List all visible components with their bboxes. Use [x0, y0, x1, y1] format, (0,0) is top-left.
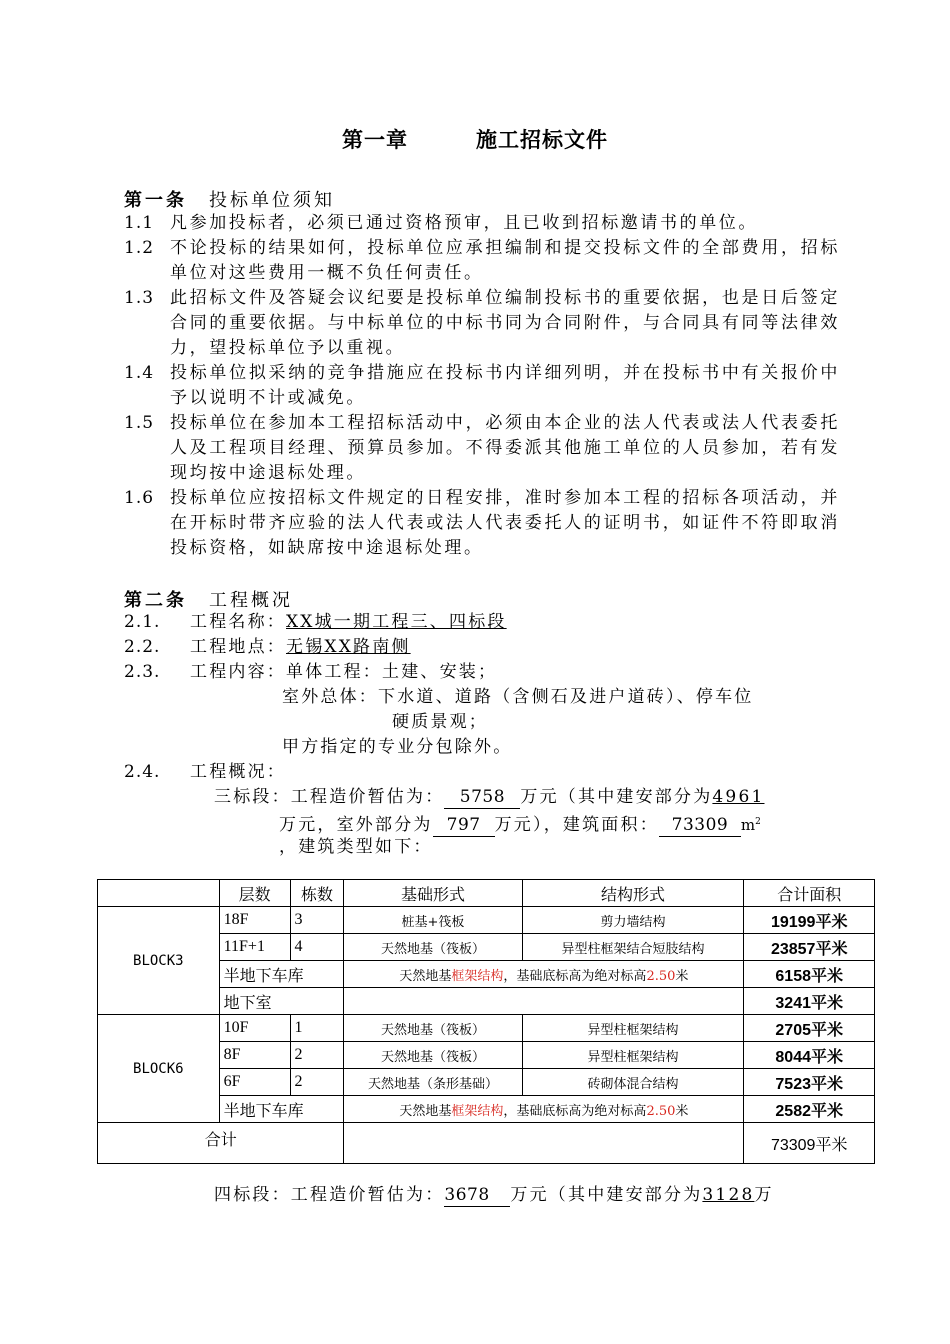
lot3-area: 73309 — [659, 814, 741, 837]
project-name-value: XX城一期工程三、四标段 — [286, 612, 507, 632]
table-cell-count: 4 — [290, 934, 344, 961]
block6-label: BLOCK6 — [98, 1015, 220, 1123]
project-content-landscape: 硬质景观； — [392, 712, 488, 732]
clause-1-4: 1.4 投标单位拟采纳的竞争措施应在投标书内详细列明，并在投标书中有关报价中予以说明不计或减免。 — [124, 363, 840, 408]
table-cell-foundation-note: 天然地基框架结构，基础底标高为绝对标高2.50米 — [344, 961, 744, 988]
clause-1-5: 1.5 投标单位在参加本工程招标活动中，必须由本企业的法人代表或法人代表委托人及工程项目经理、预算员参加。不得委派其他施工单位的人员参加，若有发现均按中途退标处理。 — [124, 413, 840, 483]
lot3-cost-line: 三标段：工程造价暂估为： 5758 万元（其中建安部分为4961 — [214, 787, 765, 807]
table-cell-foundation-note: 天然地基框架结构，基础底标高为绝对标高2.50米 — [344, 1096, 744, 1123]
table-cell-area: 7523平米 — [744, 1069, 875, 1096]
table-header-count: 栋数 — [290, 880, 344, 907]
table-cell-area: 8044平米 — [744, 1042, 875, 1069]
table-cell-foundation: 天然地基（筏板） — [344, 1015, 522, 1042]
table-cell-structure: 剪力墙结构 — [522, 907, 744, 934]
project-site-value: 无锡XX路南侧 — [286, 637, 411, 657]
table-cell-foundation: 天然地基（筏板） — [344, 934, 522, 961]
lot4-cost: 3678 — [444, 1184, 510, 1207]
clause-1-1: 1.1 凡参加投标者，必须已通过资格预审，且已收到招标邀请书的单位。 — [124, 213, 758, 233]
total-area: 73309平米 — [744, 1123, 875, 1164]
table-cell-floors: 半地下车库 — [219, 1096, 344, 1123]
lot3-type-line: ，建筑类型如下： — [279, 837, 433, 857]
clause-1-3: 1.3 此招标文件及答疑会议纪要是投标单位编制投标书的重要依据，也是日后签定合同的重要依据。与中标单位的中标书同为合同附件，与合同具有同等法律效力，望投标单位予以重视。 — [124, 288, 840, 358]
table-cell-floors: 18F — [219, 907, 290, 934]
building-table — [97, 879, 875, 1164]
project-content-outdoor: 室外总体：下水道、道路（含侧石及进户道砖）、停车位 — [282, 687, 754, 707]
lot4-install: 3128 — [702, 1185, 755, 1205]
table-cell-empty — [344, 1123, 744, 1164]
lot3-install: 4961 — [712, 787, 765, 807]
project-content-exclusion: 甲方指定的专业分包除外。 — [282, 737, 513, 757]
table-cell-count: 2 — [290, 1042, 344, 1069]
table-total-row — [98, 1123, 875, 1164]
chapter-title — [0, 124, 950, 154]
table-cell-count: 3 — [290, 907, 344, 934]
table-cell-floors: 11F+1 — [219, 934, 290, 961]
table-header-foundation: 基础形式 — [344, 880, 522, 907]
table-cell-structure: 砖砌体混合结构 — [522, 1069, 744, 1096]
table-header-block — [98, 880, 220, 907]
table-header-floors: 层数 — [219, 880, 290, 907]
table-cell-area: 6158平米 — [744, 961, 875, 988]
lot3-cost: 5758 — [444, 786, 520, 809]
table-header-area: 合计面积 — [744, 880, 875, 907]
table-cell-structure: 异型柱框架结构 — [522, 1015, 744, 1042]
clause-1-6: 1.6 投标单位应按招标文件规定的日程安排，准时参加本工程的招标各项活动，并在开标时带齐应验的法人代表或法人代表委托人的证明书，如证件不符即取消投标资格，如缺席按中途退标处理。 — [124, 488, 840, 558]
table-cell-floors: 6F — [219, 1069, 290, 1096]
table-cell-area: 2582平米 — [744, 1096, 875, 1123]
total-label: 合计 — [98, 1123, 344, 1164]
table-cell-area: 3241平米 — [744, 988, 875, 1015]
table-cell-floors: 地下室 — [219, 988, 344, 1015]
table-cell-foundation: 桩基+筏板 — [344, 907, 522, 934]
project-site-line: 2.2. 工程地点：无锡XX路南侧 — [124, 637, 411, 657]
table-row — [98, 1015, 875, 1042]
table-cell-structure: 异型柱框架结合短肢结构 — [522, 934, 744, 961]
table-cell-foundation: 天然地基（条形基础） — [344, 1069, 522, 1096]
table-cell-floors: 半地下车库 — [219, 961, 344, 988]
table-cell-area: 23857平米 — [744, 934, 875, 961]
project-overview-line: 2.4. 工程概况： — [124, 762, 286, 782]
table-cell-floors: 8F — [219, 1042, 290, 1069]
block3-label: BLOCK3 — [98, 907, 220, 1015]
table-cell-count: 2 — [290, 1069, 344, 1096]
table-header-row — [98, 880, 875, 907]
table-cell-area: 19199平米 — [744, 907, 875, 934]
table-header-structure: 结构形式 — [522, 880, 744, 907]
chapter-number: 第一章 — [342, 127, 408, 152]
table-cell-floors: 10F — [219, 1015, 290, 1042]
section2-heading: 第二条 工程概况 — [124, 590, 293, 611]
section1-heading: 第一条 投标单位须知 — [124, 190, 335, 211]
table-cell-foundation: 天然地基（筏板） — [344, 1042, 522, 1069]
table-cell-empty — [344, 988, 744, 1015]
table-row — [98, 907, 875, 934]
project-name-line: 2.1. 工程名称：XX城一期工程三、四标段 — [124, 612, 507, 632]
project-content-line: 2.3. 工程内容：单体工程：土建、安装； — [124, 662, 498, 682]
table-cell-count: 1 — [290, 1015, 344, 1042]
lot3-outdoor-line: 万元，室外部分为 797 万元），建筑面积： 73309 $m^2$ — [279, 815, 761, 835]
clause-1-2: 1.2 不论投标的结果如何，投标单位应承担编制和提交投标文件的全部费用，招标单位对这些费用一概不负任何责任。 — [124, 238, 840, 283]
table-cell-structure: 异型柱框架结构 — [522, 1042, 744, 1069]
lot4-cost-line: 四标段：工程造价暂估为：3678 万元（其中建安部分为3128万 — [214, 1185, 774, 1205]
table-cell-area: 2705平米 — [744, 1015, 875, 1042]
lot3-outdoor: 797 — [433, 814, 495, 837]
chapter-name: 施工招标文件 — [476, 127, 608, 152]
